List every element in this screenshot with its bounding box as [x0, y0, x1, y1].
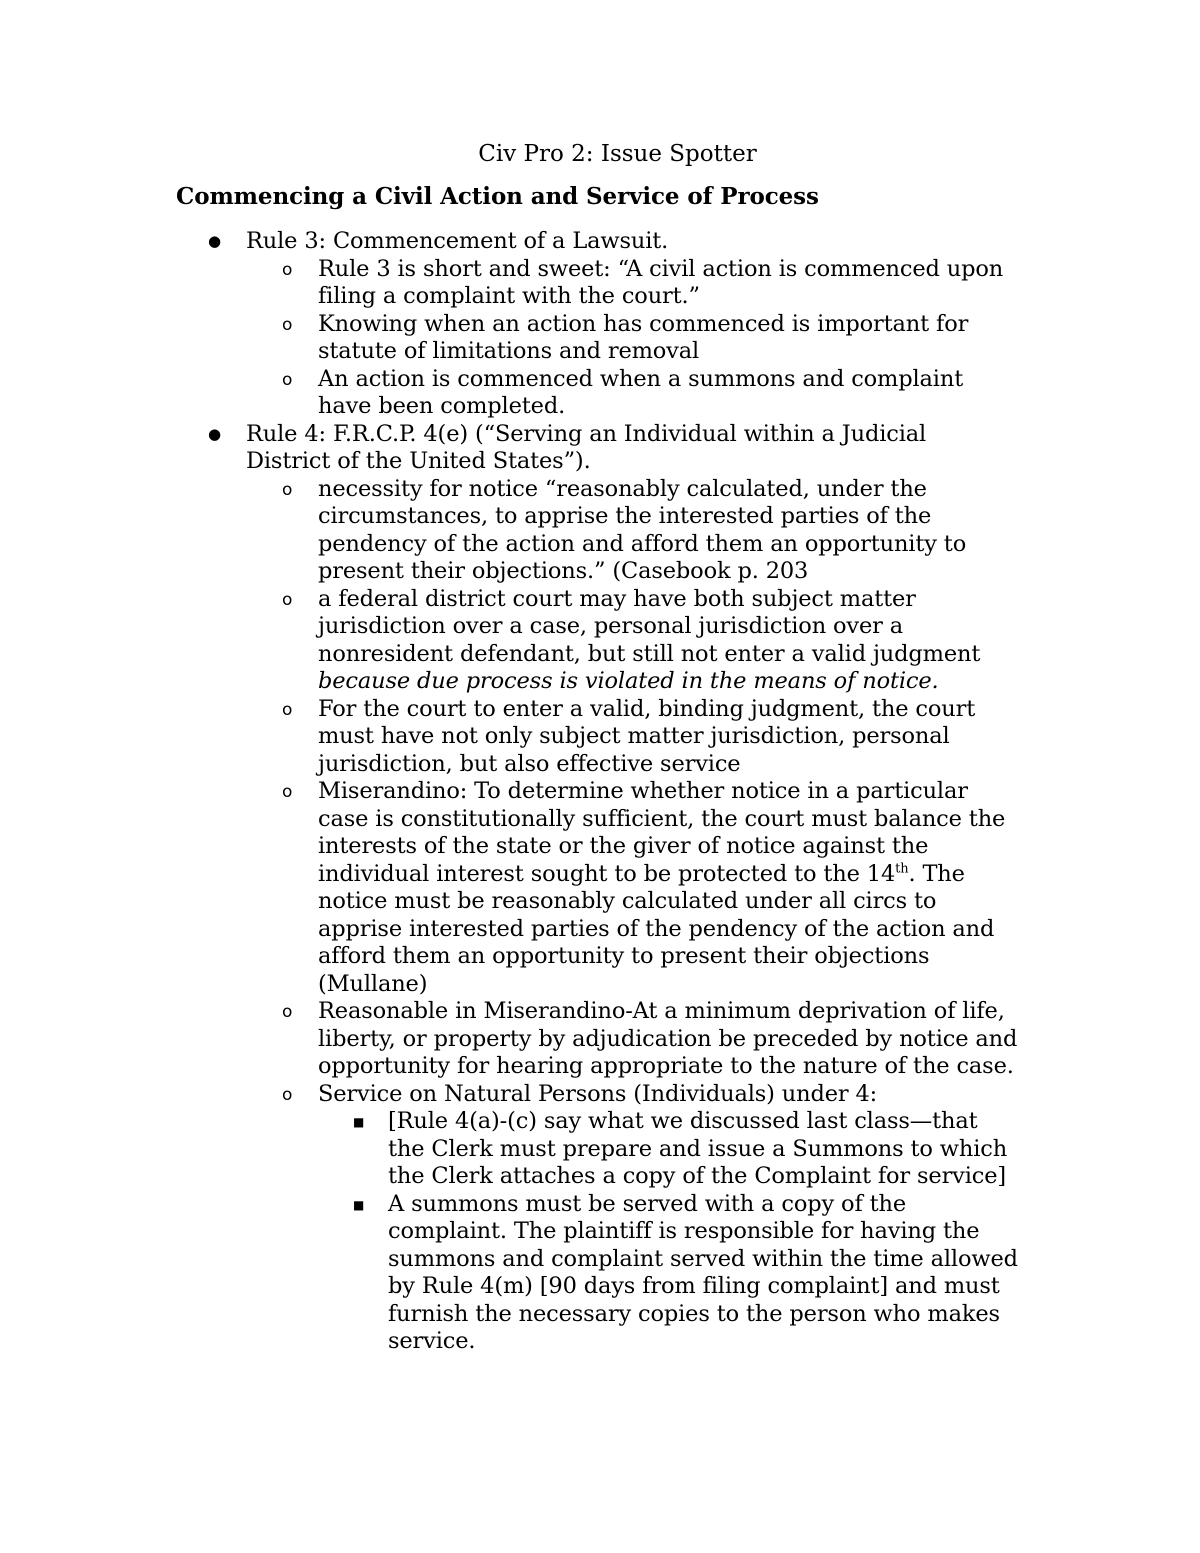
rule3-label: Rule 3: Commencement of a Lawsuit. [246, 228, 669, 254]
list-item [0, 696, 1200, 779]
list-item [0, 586, 1200, 696]
miserandino-text-b: . The notice must be reasonably calculated under all circs to apprise interested parties of the pendency of the action and afford them an opportunity to present their objections (Mullane) [318, 860, 995, 997]
filled-bullet-icon: ● [208, 232, 222, 250]
list-item [0, 366, 1200, 421]
list-item-rule3 [0, 228, 1200, 256]
rule3-point-1: Rule 3 is short and sweet: “A civil action is commenced upon filing a complaint with the court.” [318, 255, 1004, 309]
rule4-point-miserandino [318, 778, 1063, 998]
section-heading: Commencing a Civil Action and Service of Process [176, 183, 819, 210]
list-item [0, 778, 1200, 998]
ordinal-suffix: th [895, 861, 909, 876]
filled-bullet-icon: ● [208, 424, 222, 443]
hollow-circle-icon: o [282, 1084, 293, 1105]
document-title: Civ Pro 2: Issue Spotter [478, 141, 757, 167]
square-bullet-icon: ■ [353, 1115, 365, 1129]
hollow-circle-icon: o [282, 699, 293, 720]
rule4-subpoint-2: A summons must be served with a copy of the complaint. The plaintiff is responsible for having the summons and complaint served within the time allowed by Rule 4(m) [90 days from filing complaint] and must furnish the necessary copies to the person who makes service. [388, 1190, 1018, 1354]
hollow-circle-icon: o [282, 369, 293, 390]
list-item [0, 998, 1200, 1081]
outline-list [0, 228, 1200, 1356]
rule4-point-notice: necessity for notice “reasonably calculated, under the circumstances, to apprise the interested parties of the pendency of the action and afford them an opportunity to present their objections.” (Casebook p. 203 [318, 475, 967, 584]
list-item [0, 311, 1200, 366]
due-process-italic: because due process is violated in the means of notice. [318, 668, 939, 694]
rule4-point-service: Service on Natural Persons (Individuals) under 4: [318, 1080, 878, 1107]
hollow-circle-icon: o [282, 1002, 293, 1022]
hollow-circle-icon: o [282, 259, 293, 280]
rule4-point-federal-court [318, 586, 1063, 696]
rule4-label: Rule 4: F.R.C.P. 4(e) (“Serving an Individual within a Judicial District of the United States”). [246, 420, 927, 474]
miserandino-text-a: Miserandino: To determine whether notice in a particular case is constitutionally sufficient, the court must balance the interests of the state or the giver of notice against the individual interest sought to be protected to the 14 [318, 778, 1006, 887]
hollow-circle-icon: o [282, 479, 293, 500]
rule4-point-reasonable: Reasonable in Miserandino-At a minimum deprivation of life, liberty, or property by adjudication be preceded by notice and opportunity for hearing appropriate to the nature of the case. [318, 998, 1018, 1079]
list-item [0, 1081, 1200, 1109]
square-bullet-icon: ■ [353, 1197, 365, 1212]
list-item [0, 1191, 1200, 1356]
list-item [0, 1108, 1200, 1191]
hollow-circle-icon: o [282, 589, 293, 610]
federal-court-text: a federal district court may have both subject matter jurisdiction over a case, personal jurisdiction over a nonresident defendant, but still not enter a valid judgment [318, 585, 981, 667]
hollow-circle-icon: o [282, 782, 293, 802]
rule3-point-2: Knowing when an action has commenced is important for statute of limitations and removal [318, 310, 969, 364]
rule3-point-3: An action is commenced when a summons and complaint have been completed. [318, 365, 964, 419]
list-item-rule4 [0, 421, 1200, 476]
hollow-circle-icon: o [282, 314, 293, 335]
rule4-point-valid-judgment: For the court to enter a valid, binding judgment, the court must have not only subject matter jurisdiction, personal jurisdiction, but also effective service [318, 695, 976, 777]
list-item [0, 256, 1200, 311]
list-item [0, 476, 1200, 586]
rule4-subpoint-1: [Rule 4(a)-(c) say what we discussed last class—that the Clerk must prepare and issue a Summons to which the Clerk attaches a copy of the Complaint for service] [388, 1108, 1008, 1189]
